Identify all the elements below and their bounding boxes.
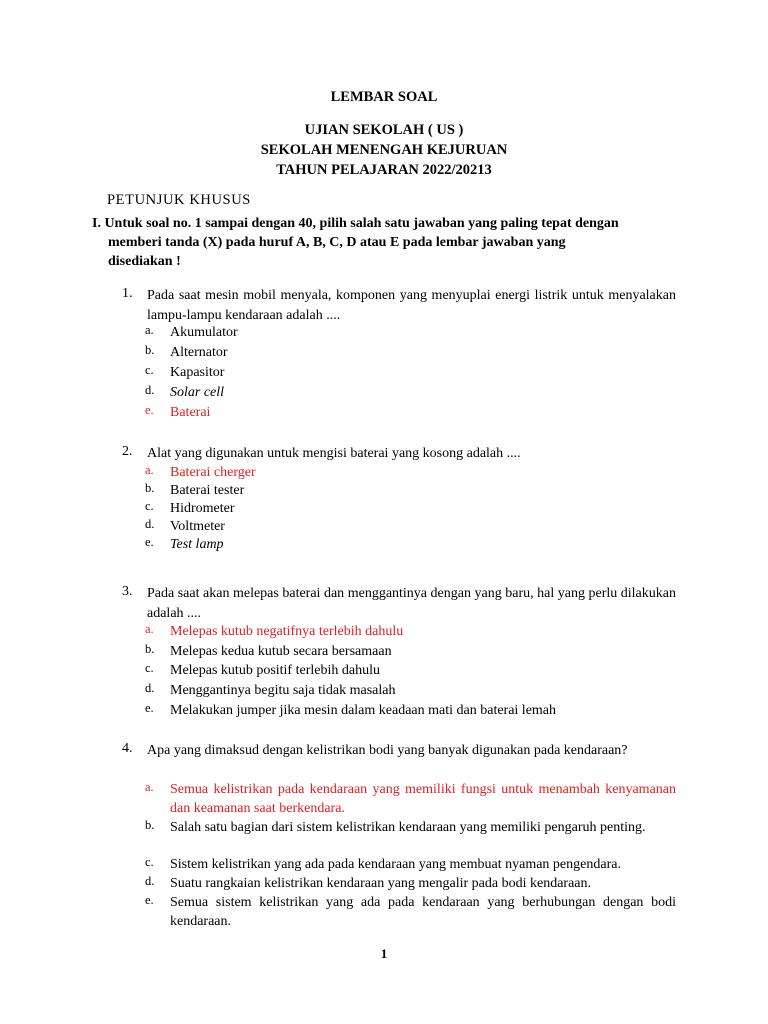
option-letter: e. — [145, 893, 154, 907]
option-list — [145, 622, 676, 721]
subtitle-exam: UJIAN SEKOLAH ( US ) — [304, 122, 464, 138]
option-letter: a. — [145, 323, 154, 337]
subtitle-school: SEKOLAH MENENGAH KEJURUAN — [260, 142, 508, 158]
instructions — [92, 214, 692, 271]
option-letter: c. — [145, 499, 154, 513]
document-title: LEMBAR SOAL — [330, 89, 438, 105]
instruction-line: memberi tanda (X) pada huruf A, B, C, D atau E pada lembar jawaban yang — [108, 235, 566, 250]
option-text: Melepas kutub positif terlebih dahulu — [170, 663, 380, 678]
option-letter: c. — [145, 363, 154, 377]
option-b[interactable] — [145, 818, 676, 855]
option-c[interactable] — [145, 661, 676, 681]
option-letter: a. — [145, 463, 154, 477]
option-d[interactable] — [145, 681, 676, 701]
option-e-highlighted[interactable] — [145, 403, 676, 423]
option-c[interactable] — [145, 855, 676, 874]
option-d[interactable] — [145, 383, 676, 403]
option-d[interactable] — [145, 517, 676, 535]
option-text: Solar cell — [170, 385, 225, 400]
page-number: 1 — [380, 946, 388, 961]
option-a-highlighted[interactable] — [145, 463, 676, 481]
option-c[interactable] — [145, 499, 676, 517]
option-e[interactable] — [145, 893, 676, 931]
instruction-line: I. Untuk soal no. 1 sampai dengan 40, pilih salah satu jawaban yang paling tepat dengan — [92, 216, 619, 231]
question-number: 4. — [122, 741, 133, 756]
option-e[interactable] — [145, 701, 676, 721]
option-text: Kapasitor — [170, 365, 225, 380]
question-number: 3. — [122, 584, 133, 599]
option-text: Baterai cherger — [170, 465, 256, 480]
option-text: Baterai tester — [170, 483, 245, 498]
option-text: Salah satu bagian dari sistem kelistrikan kendaraan yang memiliki pengaruh penting. — [170, 820, 646, 835]
option-text: Baterai — [170, 405, 211, 420]
option-letter: b. — [145, 818, 155, 832]
option-list — [145, 323, 676, 423]
option-text: Voltmeter — [170, 519, 225, 534]
option-letter: e. — [145, 403, 154, 417]
option-a-highlighted[interactable] — [145, 780, 676, 818]
option-letter: c. — [145, 661, 154, 675]
option-letter: d. — [145, 383, 155, 397]
option-text: Melepas kutub negatifnya terlebih dahulu — [170, 624, 404, 639]
section-heading: PETUNJUK KHUSUS — [107, 192, 251, 208]
option-a-highlighted[interactable] — [145, 622, 676, 642]
option-text: Melakukan jumper jika mesin dalam keadaan mati dan baterai lemah — [170, 703, 557, 718]
option-letter: a. — [145, 780, 154, 794]
option-letter: b. — [145, 343, 155, 357]
question-text: Apa yang dimaksud dengan kelistrikan bodi yang banyak digunakan pada kendaraan? — [147, 743, 628, 758]
option-text: Suatu rangkaian kelistrikan kendaraan yang mengalir pada bodi kendaraan. — [170, 876, 592, 891]
option-list — [145, 780, 676, 931]
option-text: Akumulator — [170, 325, 238, 340]
question-text: Pada saat akan melepas baterai dan menggantinya dengan yang baru, hal yang perlu dilakukan adalah .... — [147, 586, 676, 621]
question-number: 2. — [122, 444, 133, 459]
question-text: Alat yang digunakan untuk mengisi baterai yang kosong adalah .... — [147, 446, 521, 461]
option-letter: e. — [145, 535, 154, 549]
option-text: Semua kelistrikan pada kendaraan yang memiliki fungsi untuk menambah kenyamanan dan keamanan saat berkendara. — [170, 782, 676, 816]
question-number: 1. — [122, 286, 133, 301]
option-letter: e. — [145, 701, 154, 715]
instruction-line: disediakan ! — [108, 254, 181, 269]
option-letter: c. — [145, 855, 154, 869]
option-text: Alternator — [170, 345, 228, 360]
option-letter: d. — [145, 517, 155, 531]
option-text: Melepas kedua kutub secara bersamaan — [170, 644, 392, 659]
option-b[interactable] — [145, 642, 676, 661]
option-text: Semua sistem kelistrikan yang ada pada kendaraan yang berhubungan dengan bodi kendaraan. — [170, 895, 676, 929]
option-list — [145, 463, 676, 553]
option-letter: a. — [145, 622, 154, 636]
option-d[interactable] — [145, 874, 676, 893]
option-text: Sistem kelistrikan yang ada pada kendaraan yang membuat nyaman pengendara. — [170, 857, 621, 872]
option-letter: b. — [145, 642, 155, 656]
option-text: Hidrometer — [170, 501, 235, 516]
option-e[interactable] — [145, 535, 676, 553]
option-b[interactable] — [145, 481, 676, 499]
option-a[interactable] — [145, 323, 676, 343]
option-text: Test lamp — [170, 537, 224, 552]
option-letter: b. — [145, 481, 155, 495]
subtitle-year: TAHUN PELAJARAN 2022/20213 — [276, 162, 492, 178]
option-text: Menggantinya begitu saja tidak masalah — [170, 683, 396, 698]
option-c[interactable] — [145, 363, 676, 383]
question-text: Pada saat mesin mobil menyala, komponen yang menyuplai energi listrik untuk menyalakan lampu-lampu kendaraan adalah .... — [147, 288, 676, 323]
option-letter: d. — [145, 874, 155, 888]
option-b[interactable] — [145, 343, 676, 363]
option-letter: d. — [145, 681, 155, 695]
